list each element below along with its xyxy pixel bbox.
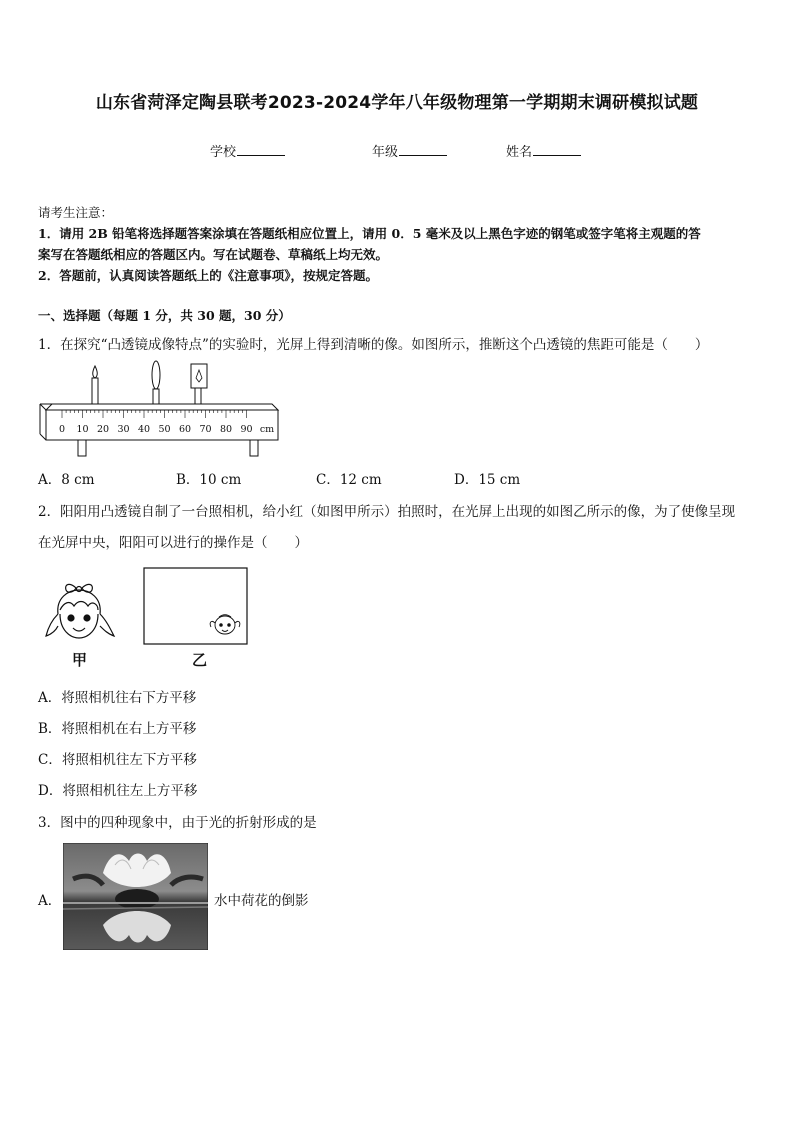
name-field[interactable] bbox=[506, 141, 581, 160]
grade-blank[interactable] bbox=[399, 143, 447, 156]
grade-field[interactable] bbox=[372, 141, 447, 160]
question-3-stem: 3．图中的四种现象中，由于光的折射形成的是 bbox=[38, 815, 317, 831]
notice-item-1-line-2: 案写在答题纸相应的答题区内。写在试题卷、草稿纸上均无效。 bbox=[38, 247, 389, 262]
section-heading: 一、选择题（每题 1 分，共 30 题，30 分） bbox=[38, 308, 291, 323]
school-blank[interactable] bbox=[237, 143, 285, 156]
scale-label: 90 bbox=[240, 424, 253, 435]
scale-label: 20 bbox=[96, 424, 110, 435]
screen-image-yi bbox=[143, 567, 249, 647]
scale-label: cm bbox=[259, 424, 275, 435]
q2-option-d[interactable]: D．将照相机往左上方平移 bbox=[38, 783, 198, 799]
name-label: 姓名 bbox=[506, 145, 533, 160]
optical-bench bbox=[40, 404, 278, 456]
optical-bench-figure bbox=[38, 358, 288, 460]
scale-label: 40 bbox=[137, 424, 151, 435]
scale-label: 60 bbox=[178, 424, 192, 435]
question-1-stem: 1．在探究“凸透镜成像特点”的实验时，光屏上得到清晰的像。如图所示，推断这个凸透镜的焦距可能是（ ） bbox=[38, 337, 709, 353]
q1-option-c[interactable]: C．12 cm bbox=[316, 472, 382, 488]
school-field[interactable] bbox=[210, 141, 285, 160]
q1-option-a[interactable]: A．8 cm bbox=[38, 472, 95, 488]
scale-label: 70 bbox=[199, 424, 212, 435]
q2-option-b[interactable]: B．将照相机在右上方平移 bbox=[38, 721, 197, 737]
convex-lens-icon bbox=[147, 361, 165, 410]
candle-icon bbox=[86, 366, 104, 410]
q1-option-b[interactable]: B．10 cm bbox=[176, 472, 242, 488]
lotus-reflection-photo bbox=[63, 843, 208, 950]
q3-option-a-text: 水中荷花的倒影 bbox=[214, 893, 309, 909]
figure-label-jia: 甲 bbox=[72, 651, 88, 669]
notice-item-1-line-1: 1．请用 2B 铅笔将选择题答案涂填在答题纸相应位置上，请用 0．5 毫米及以上黑色字迹的钢笔或签字笔将主观题的答 bbox=[38, 226, 701, 241]
school-label: 学校 bbox=[210, 145, 237, 160]
figure-label-yi: 乙 bbox=[192, 651, 208, 669]
notice-item-2: 2．答题前，认真阅读答题纸上的《注意事项》，按规定答题。 bbox=[38, 268, 378, 283]
q2-option-c[interactable]: C．将照相机往左下方平移 bbox=[38, 752, 197, 768]
screen-icon bbox=[189, 364, 207, 410]
scale-label: 10 bbox=[76, 424, 89, 435]
q3-option-a-letter[interactable]: A． bbox=[38, 893, 62, 909]
notice-heading: 请考生注意： bbox=[38, 205, 114, 220]
q2-option-a[interactable]: A．将照相机往右下方平移 bbox=[38, 690, 197, 706]
scale-label: 50 bbox=[158, 424, 171, 435]
scale-label: 0 bbox=[58, 424, 66, 435]
page-title: 山东省菏泽定陶县联考2023-2024学年八年级物理第一学期期末调研模拟试题 bbox=[95, 93, 699, 113]
scale-label: 80 bbox=[219, 424, 233, 435]
scale-label: 30 bbox=[117, 424, 130, 435]
name-blank[interactable] bbox=[533, 143, 581, 156]
grade-label: 年级 bbox=[372, 145, 399, 160]
girl-figure-jia bbox=[44, 580, 122, 646]
girl-face-icon bbox=[46, 584, 114, 638]
question-2-stem-line-1: 2．阳阳用凸透镜自制了一台照相机，给小红（如图甲所示）拍照时，在光屏上出现的如图乙所示的像，为了使像呈现 bbox=[38, 504, 736, 520]
q1-option-d[interactable]: D．15 cm bbox=[454, 472, 521, 488]
question-2-stem-line-2: 在光屏中央，阳阳可以进行的操作是（ ） bbox=[38, 535, 308, 551]
